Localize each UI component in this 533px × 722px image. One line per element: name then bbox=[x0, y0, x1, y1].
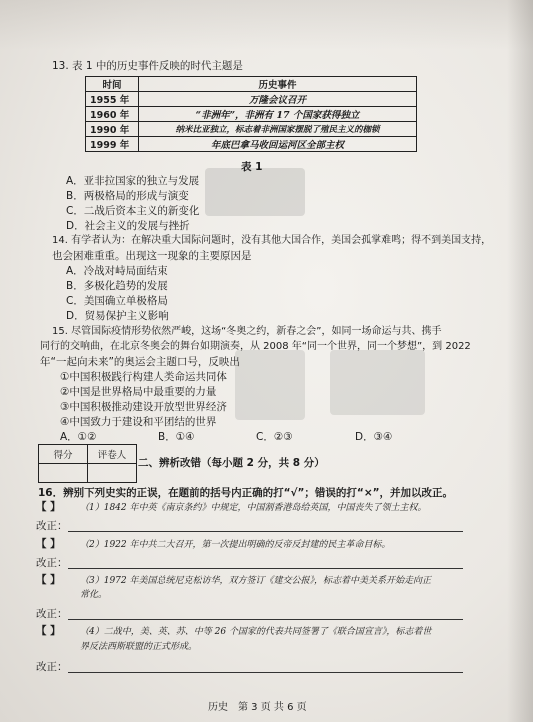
table-cell-year: 1955 年 bbox=[86, 92, 139, 107]
q14-option-b: B．多极化趋势的发展 bbox=[66, 280, 168, 292]
table-header-time: 时间 bbox=[86, 77, 139, 92]
table-cell-year: 1960 年 bbox=[86, 107, 139, 122]
answer-bracket[interactable]: 【 】 bbox=[36, 625, 61, 637]
q15-statement-2: ②中国是世界格局中最重要的力量 bbox=[60, 386, 217, 398]
table-cell-event: 年底巴拿马收回运河区全部主权 bbox=[139, 137, 417, 152]
q13-option-b: B．两极格局的形成与演变 bbox=[66, 190, 189, 202]
score-box bbox=[38, 444, 137, 483]
q16-item-2: （2）1922 年中共二大召开，第一次提出明确的反帝反封建的民主革命目标。 bbox=[80, 540, 391, 550]
table-row bbox=[86, 122, 417, 137]
table-row bbox=[86, 107, 417, 122]
correction-line[interactable] bbox=[68, 568, 463, 569]
correction-label: 改正： bbox=[36, 608, 68, 620]
table-caption: 表 1 bbox=[241, 161, 263, 173]
section-title: 二、辨析改错（每小题 2 分，共 8 分） bbox=[138, 457, 325, 469]
correction-line[interactable] bbox=[68, 672, 463, 673]
q15-stem-line2: 同行的交响曲，在北京冬奥会的舞台如期演奏，从 2008 年“同一个世界，同一个梦想”，到 2022 bbox=[40, 341, 471, 352]
answer-bracket[interactable]: 【 】 bbox=[36, 538, 61, 550]
q13-option-d: D．社会主义的发展与挫折 bbox=[66, 220, 190, 232]
correction-line[interactable] bbox=[68, 531, 463, 532]
q14-stem-line1: 14. 有学者认为：在解决重大国际问题时，没有其他大国合作，美国会孤掌难鸣；得不到美国支持， bbox=[52, 235, 492, 246]
q15-option-a: A．①② bbox=[60, 431, 97, 443]
q16-item-1: （1）1842 年中英《南京条约》中规定，中国割香港岛给英国，中国丧失了领土主权。 bbox=[80, 503, 427, 513]
q15-statement-3: ③中国积极推动建设开放型世界经济 bbox=[60, 401, 227, 413]
q16-item-4: （4）二战中，美、英、苏、中等 26 个国家的代表共同签署了《联合国宣言》，标志着世 bbox=[80, 627, 432, 637]
scan-shadow-right bbox=[507, 0, 533, 722]
q14-stem-line2: 也会困难重重。出现这一现象的主要原因是 bbox=[52, 250, 252, 262]
q14-option-a: A．冷战对峙局面结束 bbox=[66, 265, 168, 277]
table-cell-event: 纳米比亚独立，标志着非洲国家摆脱了殖民主义的枷锁 bbox=[139, 122, 417, 137]
q13-stem: 13. 表 1 中的历史事件反映的时代主题是 bbox=[52, 60, 243, 72]
correction-line[interactable] bbox=[68, 619, 463, 620]
q16-stem: 16．辨别下列史实的正误，在题前的括号内正确的打“√”；错误的打“×”，并加以改正。 bbox=[38, 487, 454, 499]
score-cell[interactable] bbox=[39, 464, 88, 483]
q16-item-4-cont: 界反法西斯联盟的正式形成。 bbox=[80, 642, 198, 652]
q15-stem-line3: 年“一起向未来”的奥运会主题口号，反映出 bbox=[40, 356, 240, 368]
grader-label: 评卷人 bbox=[88, 445, 137, 464]
table-cell-event: 万隆会议召开 bbox=[139, 92, 417, 107]
q15-stem-line1: 15. 尽管国际疫情形势依然严峻，这场“冬奥之约，新春之会”，如同一场命运与共、携手 bbox=[52, 326, 442, 337]
q13-option-c: C．二战后资本主义的新变化 bbox=[66, 205, 200, 217]
correction-label: 改正： bbox=[36, 520, 68, 532]
q13-option-a: A．亚非拉国家的独立与发展 bbox=[66, 175, 200, 187]
table-header-event: 历史事件 bbox=[139, 77, 417, 92]
q16-item-3-cont: 常化。 bbox=[80, 590, 108, 600]
q16-item-3: （3）1972 年美国总统尼克松访华，双方签订《建交公报》，标志着中美关系开始走向正 bbox=[80, 576, 431, 586]
table-row bbox=[86, 137, 417, 152]
correction-label: 改正： bbox=[36, 661, 68, 673]
correction-label: 改正： bbox=[36, 557, 68, 569]
q15-statement-4: ④中国致力于建设和平团结的世界 bbox=[60, 416, 217, 428]
answer-bracket[interactable]: 【 】 bbox=[36, 574, 61, 586]
grader-cell[interactable] bbox=[88, 464, 137, 483]
bleed-through-figure bbox=[235, 350, 305, 420]
table-cell-year: 1990 年 bbox=[86, 122, 139, 137]
table-cell-year: 1999 年 bbox=[86, 137, 139, 152]
answer-bracket[interactable]: 【 】 bbox=[36, 501, 61, 513]
q14-option-d: D．贸易保护主义影响 bbox=[66, 310, 169, 322]
page-footer: 历史 第 3 页 共 6 页 bbox=[208, 702, 307, 713]
scan-shadow-top bbox=[0, 0, 533, 50]
q15-statement-1: ①中国积极践行构建人类命运共同体 bbox=[60, 371, 227, 383]
q13-events-table bbox=[85, 76, 417, 152]
q15-option-b: B．①④ bbox=[158, 431, 195, 443]
table-cell-event: “非洲年”，非洲有 17 个国家获得独立 bbox=[139, 107, 417, 122]
table-row bbox=[86, 92, 417, 107]
bleed-through-figure bbox=[330, 350, 425, 415]
q14-option-c: C．美国确立单极格局 bbox=[66, 295, 168, 307]
q15-option-c: C．②③ bbox=[256, 431, 293, 443]
bleed-through-figure bbox=[205, 168, 305, 216]
q15-option-d: D．③④ bbox=[355, 431, 393, 443]
score-label: 得分 bbox=[39, 445, 88, 464]
